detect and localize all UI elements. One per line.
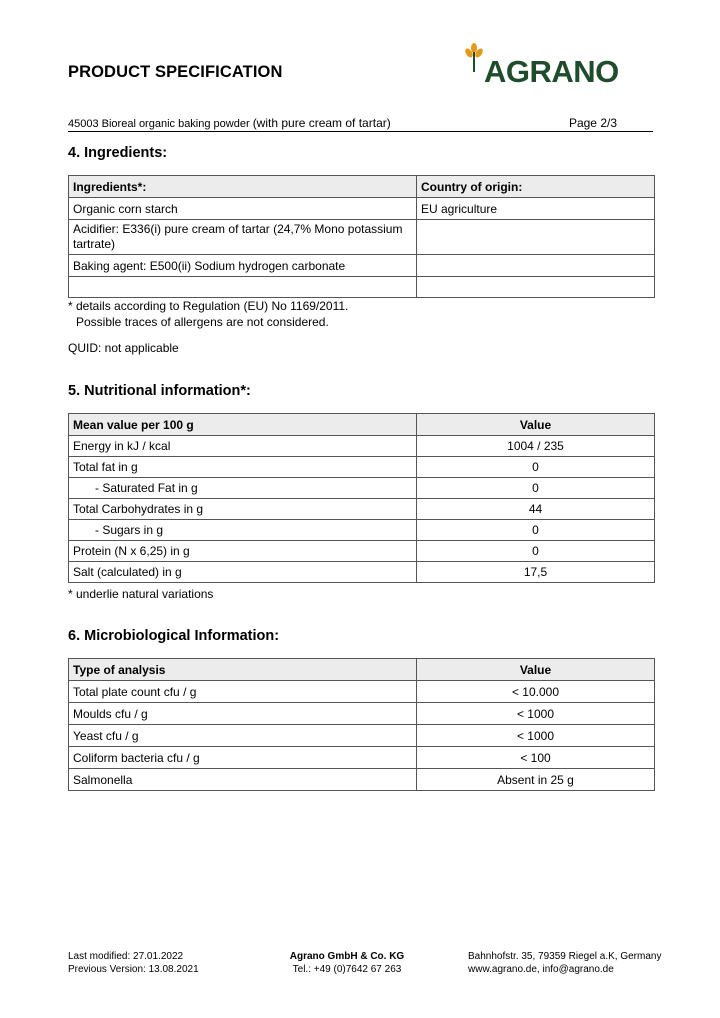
nutrient-name: Total fat in g — [69, 457, 417, 478]
page-number: Page 2/3 — [568, 116, 617, 130]
ingredient-cell — [69, 277, 417, 298]
product-line — [68, 116, 653, 132]
nutrition-table — [68, 413, 655, 583]
nutrition-heading: 5. Nutritional information*: — [68, 383, 251, 399]
ingredient-cell: Baking agent: E500(ii) Sodium hydrogen carbonate — [69, 255, 417, 277]
allergen-note: Possible traces of allergens are not considered. — [76, 315, 329, 329]
company-address: Bahnhofstr. 35, 79359 Riegel a.K, Germany — [468, 951, 662, 962]
company-name: Agrano GmbH & Co. KG — [289, 951, 405, 962]
ingredient-cell: Acidifier: E336(i) pure cream of tartar (24,7% Mono potassium tartrate) — [69, 220, 417, 255]
value-col-header: Value — [417, 414, 655, 436]
value-col-header: Value — [417, 659, 655, 681]
analysis-value: < 10.000 — [417, 681, 655, 703]
microbiology-heading: 6. Microbiological Information: — [68, 628, 280, 644]
nutrient-name: - Sugars in g — [69, 520, 417, 541]
analysis-name: Moulds cfu / g — [69, 703, 417, 725]
analysis-name: Yeast cfu / g — [69, 725, 417, 747]
previous-version: Previous Version: 13.08.2021 — [68, 963, 199, 975]
analysis-value: < 1000 — [417, 725, 655, 747]
analysis-value: < 100 — [417, 747, 655, 769]
ingredients-table — [68, 175, 655, 298]
nutrient-value: 0 — [417, 541, 655, 562]
country-col-header: Country of origin: — [417, 176, 655, 198]
nutrient-value: 17,5 — [417, 562, 655, 583]
analysis-name: Salmonella — [69, 769, 417, 791]
regulation-note: * details according to Regulation (EU) No 1169/2011. — [68, 299, 349, 313]
nutrient-name: Protein (N x 6,25) in g — [69, 541, 417, 562]
nutrient-value: 0 — [417, 457, 655, 478]
company-web: www.agrano.de, info@agrano.de — [468, 963, 614, 975]
analysis-col-header: Type of analysis — [69, 659, 417, 681]
country-cell — [417, 255, 655, 277]
microbiology-table — [68, 658, 655, 791]
company-phone: Tel.: +49 (0)7642 67 263 — [292, 963, 402, 975]
product-variant: (with pure cream of tartar) — [252, 116, 391, 130]
analysis-value: < 1000 — [417, 703, 655, 725]
nutrient-col-header: Mean value per 100 g — [69, 414, 417, 436]
country-cell — [417, 277, 655, 298]
ingredients-footnote — [68, 298, 348, 330]
country-cell: EU agriculture — [417, 198, 655, 220]
analysis-value: Absent in 25 g — [417, 769, 655, 791]
last-modified: Last modified: 27.01.2022 — [68, 951, 184, 962]
nutrient-value: 44 — [417, 499, 655, 520]
nutrient-value: 0 — [417, 520, 655, 541]
analysis-name: Coliform bacteria cfu / g — [69, 747, 417, 769]
nutrient-name: Salt (calculated) in g — [69, 562, 417, 583]
nutrient-name: Energy in kJ / kcal — [69, 436, 417, 457]
quid-note: QUID: not applicable — [68, 341, 179, 355]
nutrient-name: Total Carbohydrates in g — [69, 499, 417, 520]
footer-right — [468, 951, 661, 976]
document-title: PRODUCT SPECIFICATION — [68, 63, 283, 81]
ingredient-cell: Organic corn starch — [69, 198, 417, 220]
nutrient-name: - Saturated Fat in g — [69, 478, 417, 499]
nutrient-value: 1004 / 235 — [417, 436, 655, 457]
footer-center — [262, 951, 432, 976]
logo-wordmark: AGRANO — [484, 54, 619, 89]
ingredients-col-header: Ingredients*: — [69, 176, 417, 198]
product-code-name: 45003 Bioreal organic baking powder — [68, 118, 253, 130]
analysis-name: Total plate count cfu / g — [69, 681, 417, 703]
footer-left — [68, 951, 199, 976]
country-cell — [417, 220, 655, 255]
ingredients-heading: 4. Ingredients: — [68, 145, 168, 161]
agrano-logo — [462, 42, 622, 92]
nutrition-footnote: * underlie natural variations — [68, 587, 214, 601]
nutrient-value: 0 — [417, 478, 655, 499]
